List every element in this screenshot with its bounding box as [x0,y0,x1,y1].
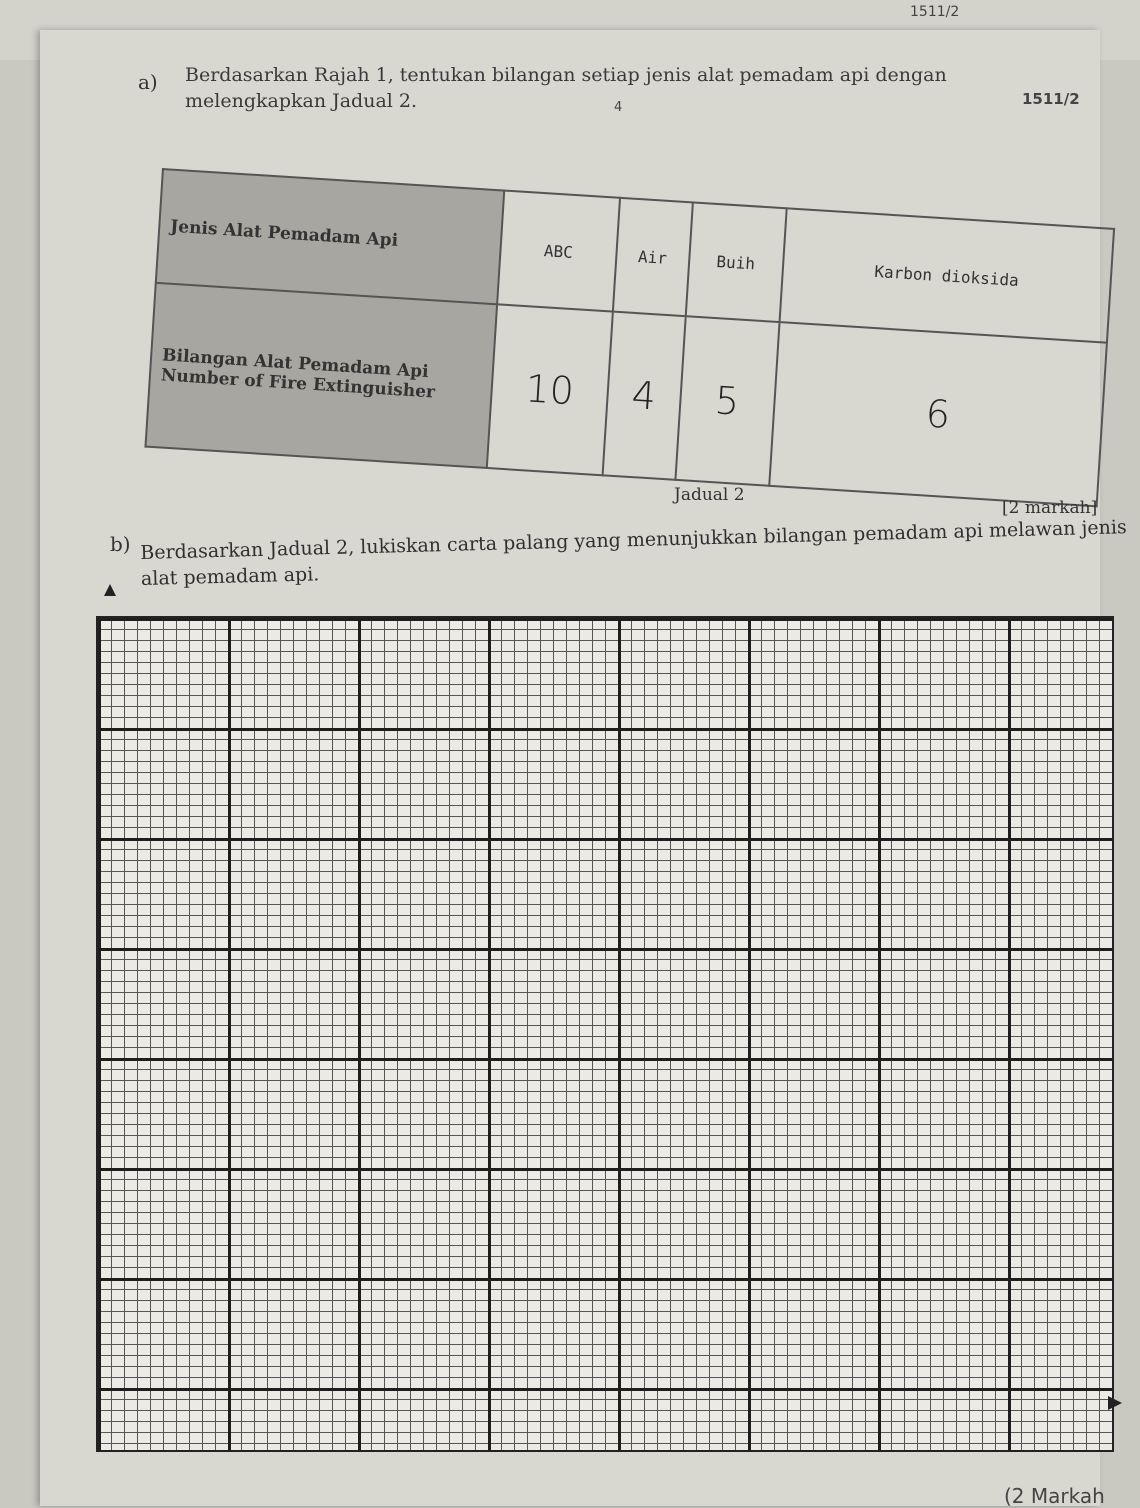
marks-a: [2 markah] [1002,498,1098,518]
x-axis-arrow-icon [1108,1396,1122,1410]
paper-code-top: 1511/2 [910,4,960,20]
question-b-text: Berdasarkan Jadual 2, lukiskan carta palang yang menunjukkan bilangan pemadam api melawan jenis alat pemadam api. [140,516,1127,590]
type-cell-buih: Buih [685,202,786,322]
type-cell-abc: ABC [497,191,620,312]
page-number: 4 [614,100,623,115]
table-jadual-2 [144,168,1115,507]
marks-b: (2 Markah [1004,1484,1105,1508]
header-cell-type: Jenis Alat Pemadam Api [156,169,504,304]
header-cell-count: Bilangan Alat Pemadam Api Number of Fire Extinguisher [145,283,497,468]
paper-code: 1511/2 [1022,90,1080,108]
table-caption: Jadual 2 [674,485,745,505]
count-cell-abc: 10 [487,304,613,475]
count-cell-buih: 5 [675,316,779,486]
type-cell-air: Air [613,198,693,316]
type-cell-karbon: Karbon dioksida [779,208,1114,342]
count-cell-karbon: 6 [769,322,1107,506]
y-axis-arrow-icon [104,584,116,596]
question-b-label: b) [110,532,131,556]
count-cell-air: 4 [602,312,685,480]
question-a-label: a) [138,70,158,94]
graph-paper [96,616,1114,1452]
question-a-text: Berdasarkan Rajah 1, tentukan bilangan setiap jenis alat pemadam api dengan melengkapkan Jadual 2. [185,64,947,112]
